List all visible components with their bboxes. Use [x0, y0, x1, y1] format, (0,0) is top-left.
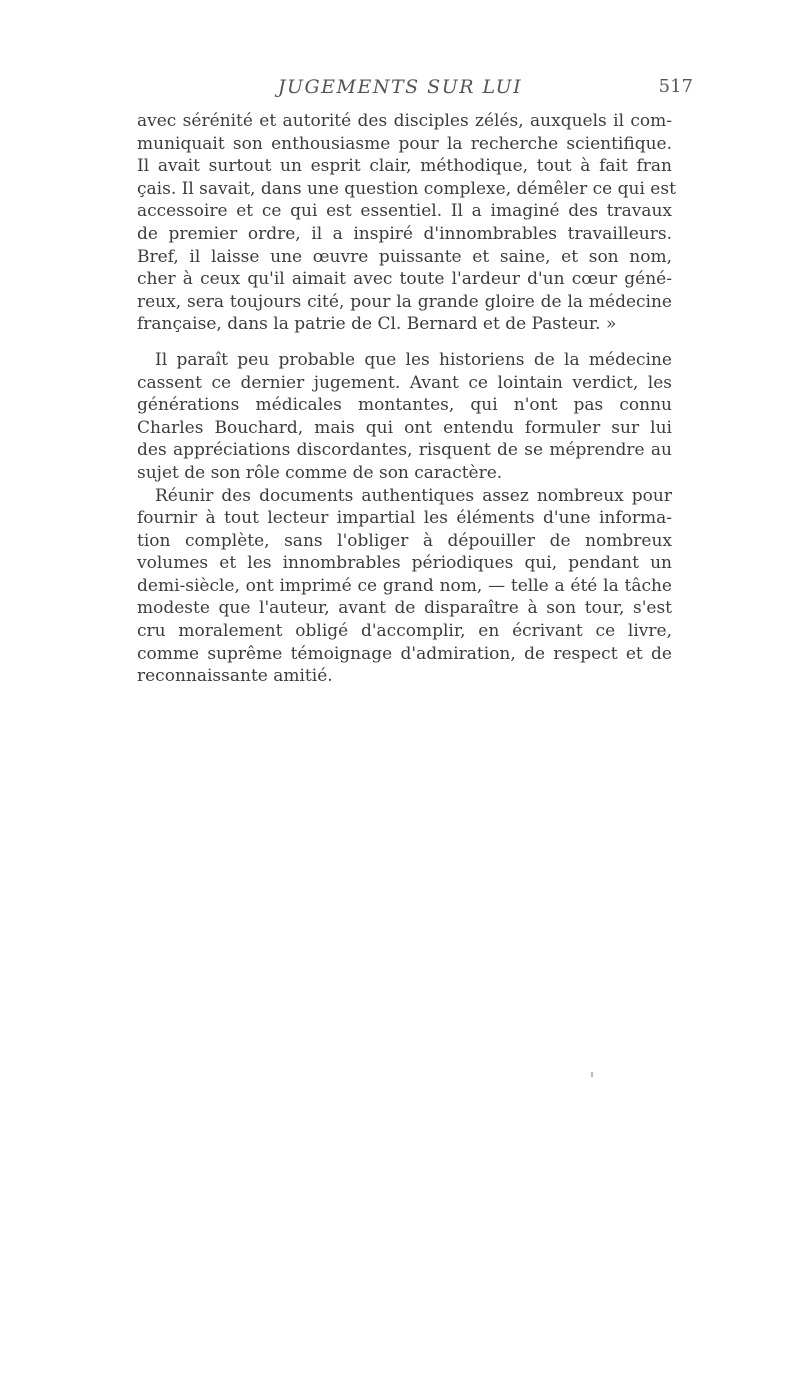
text-line: reux, sera toujours cité, pour la grande gloire de la médecine — [137, 291, 672, 312]
text-line: demi-siècle, ont imprimé ce grand nom, — telle a été la tâche — [137, 575, 672, 596]
text-line: tion complète, sans l'obliger à dépouiller de nombreux — [137, 530, 672, 551]
text-line: cher à ceux qu'il aimait avec toute l'ardeur d'un cœur géné- — [137, 269, 672, 290]
paragraph — [137, 349, 672, 485]
text-line: générations médicales montantes, qui n'ont pas connu — [137, 395, 672, 416]
paragraph — [137, 110, 676, 336]
text-line: muniquait son enthousiasme pour la recherche scientifique. — [137, 133, 672, 154]
text-line: de premier ordre, il a inspiré d'innombrables travailleurs. — [137, 223, 672, 244]
text-line: Il paraît peu probable que les historiens de la médecine — [155, 349, 672, 370]
text-line: Réunir des documents authentiques assez nombreux pour — [155, 485, 672, 506]
text-line: avec sérénité et autorité des disciples zélés, auxquels il com- — [137, 111, 672, 131]
page-number: 517 — [658, 76, 693, 97]
text-line: sujet de son rôle comme de son caractère. — [137, 462, 503, 483]
text-line: comme suprême témoignage d'admiration, de respect et de — [137, 643, 672, 664]
text-line: çais. Il savait, dans une question complexe, démêler ce qui est — [137, 178, 676, 199]
text-line: des appréciations discordantes, risquent de se méprendre au — [137, 440, 672, 461]
stray-mark — [591, 1072, 593, 1077]
text-line: Charles Bouchard, mais qui ont entendu formuler sur lui — [137, 417, 672, 438]
text-line: Il avait surtout un esprit clair, méthodique, tout à fait fran — [137, 156, 672, 177]
text-line: volumes et les innombrables périodiques qui, pendant un — [137, 553, 672, 574]
paragraph — [137, 485, 672, 688]
text-line: Bref, il laisse une œuvre puissante et saine, et son nom, — [137, 246, 672, 267]
text-line: reconnaissante amitié. — [137, 666, 333, 687]
body-text — [137, 110, 676, 688]
paragraph-gap — [137, 336, 672, 349]
running-title: JUGEMENTS SUR LUI — [277, 76, 523, 98]
text-line: fournir à tout lecteur impartial les éléments d'une informa- — [137, 508, 672, 529]
text-line: française, dans la patrie de Cl. Bernard et de Pasteur. » — [137, 314, 617, 335]
text-line: cassent ce dernier jugement. Avant ce lointain verdict, les — [137, 372, 672, 393]
text-line: modeste que l'auteur, avant de disparaître à son tour, s'est — [137, 598, 672, 619]
text-line: cru moralement obligé d'accomplir, en écrivant ce livre, — [137, 621, 672, 642]
text-line: accessoire et ce qui est essentiel. Il a imaginé des travaux — [137, 201, 672, 222]
